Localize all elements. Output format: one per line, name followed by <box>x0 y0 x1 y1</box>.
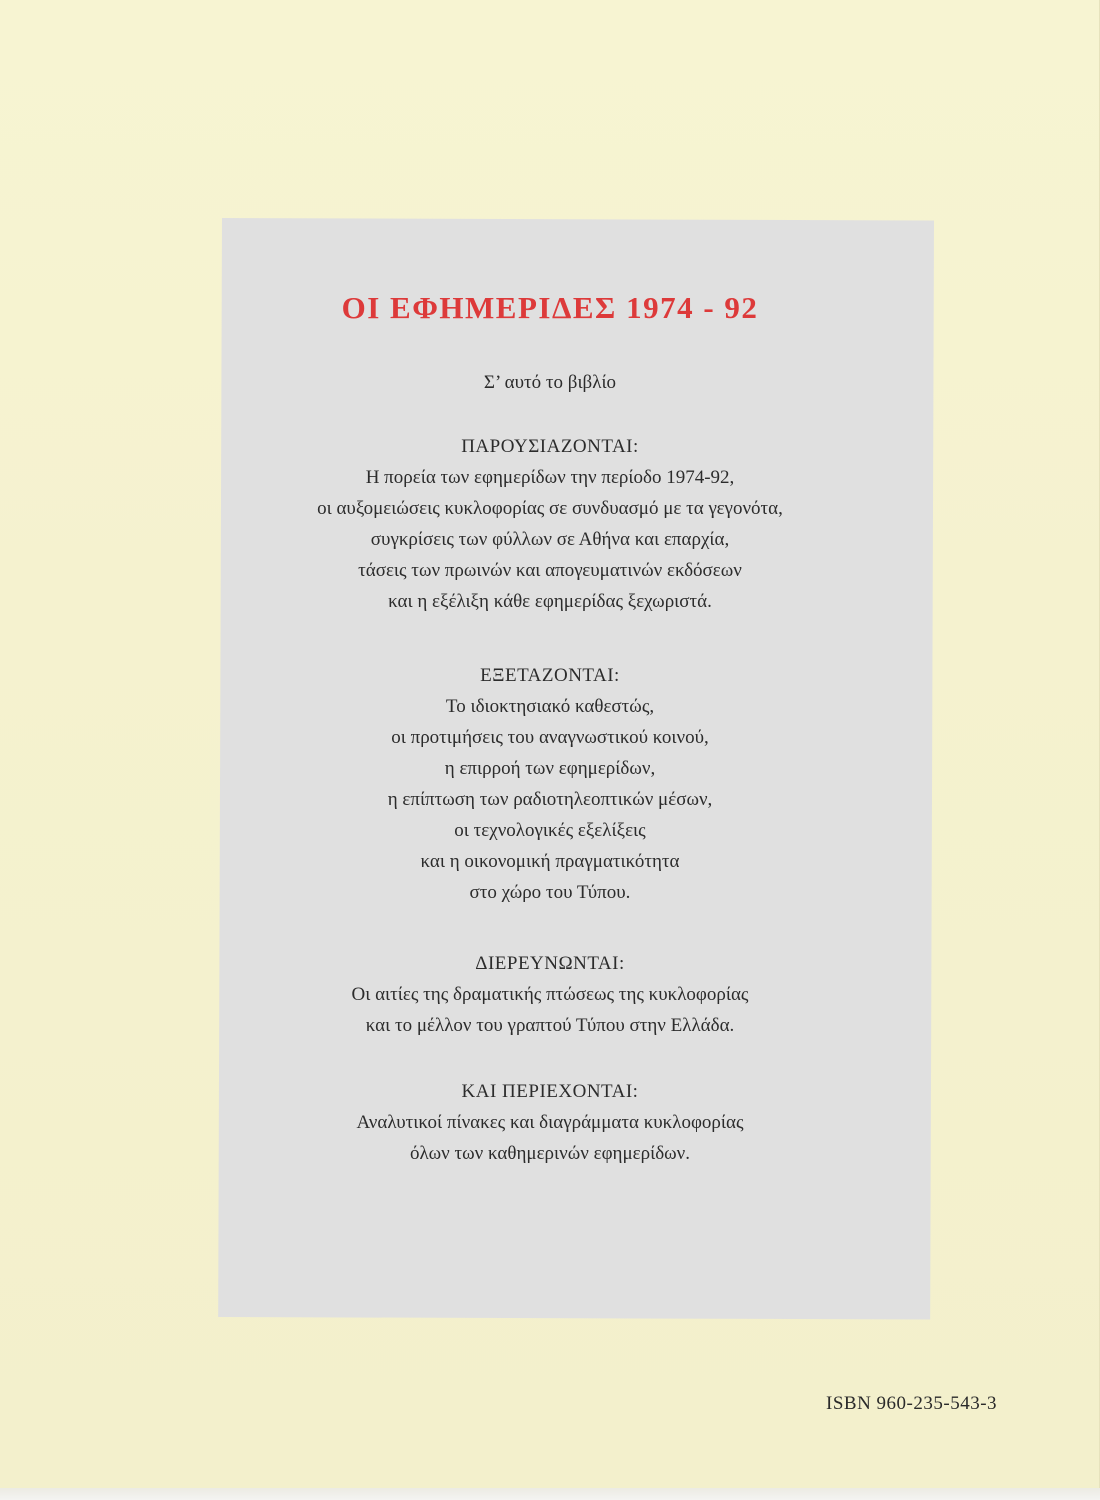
section-line: Αναλυτικοί πίνακες και διαγράμματα κυκλοφορίας <box>356 1112 744 1133</box>
section-line: οι προτιμήσεις του αναγνωστικού κοινού, <box>391 727 709 748</box>
section-line: τάσεις των πρωινών και απογευματινών εκδόσεων <box>358 560 742 581</box>
book-title: ΟΙ ΕΦΗΜΕΡΙΔΕΣ 1974 - 92 <box>341 290 759 325</box>
section-line: Η πορεία των εφημερίδων την περίοδο 1974-92, <box>365 467 735 488</box>
section-heading: ΔΙΕΡΕΥΝΩΝΤΑΙ: <box>475 953 625 974</box>
section-line: και η εξέλιξη κάθε εφημερίδας ξεχωριστά. <box>388 591 712 612</box>
section-line: Οι αιτίες της δραματικής πτώσεως της κυκλοφορίας <box>351 984 749 1005</box>
section-heading: ΠΑΡΟΥΣΙΑΖΟΝΤΑΙ: <box>461 436 639 457</box>
section-line: όλων των καθημερινών εφημερίδων. <box>409 1143 691 1164</box>
section-line: η επιρροή των εφημερίδων, <box>444 758 656 779</box>
section-line: η επίπτωση των ραδιοτηλεοπτικών μέσων, <box>387 789 713 810</box>
section-line: Το ιδιοκτησιακό καθεστώς, <box>445 696 655 717</box>
section-heading: ΚΑΙ ΠΕΡΙΕΧΟΝΤΑΙ: <box>461 1081 639 1102</box>
section-contained <box>0 1076 1100 1169</box>
section-heading: ΕΞΕΤΑΖΟΝΤΑΙ: <box>480 665 620 686</box>
section-line: και το μέλλον του γραπτού Τύπου στην Ελλάδα. <box>365 1015 735 1036</box>
section-line: στο χώρο του Τύπου. <box>469 882 631 903</box>
isbn-number: ISBN 960-235-543-3 <box>826 1393 998 1414</box>
section-investigated <box>0 948 1100 1041</box>
page-edge <box>0 1488 1100 1500</box>
section-line: συγκρίσεις των φύλλων σε Αθήνα και επαρχία, <box>370 529 730 550</box>
section-line: οι τεχνολογικές εξελίξεις <box>454 820 646 841</box>
section-line: και η οικονομική πραγματικότητα <box>420 851 680 872</box>
section-line: οι αυξομειώσεις κυκλοφορίας σε συνδυασμό με τα γεγονότα, <box>317 498 783 519</box>
section-examined <box>0 660 1100 908</box>
section-presented <box>0 431 1100 617</box>
intro-text: Σ’ αυτό το βιβλίο <box>483 372 617 393</box>
